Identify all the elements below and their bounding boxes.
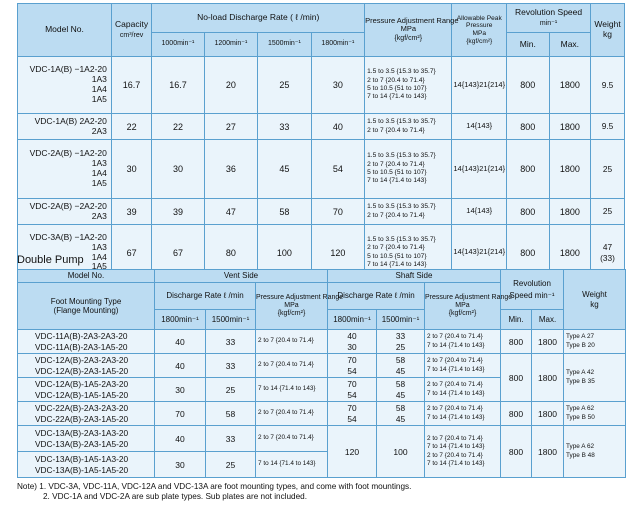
pressure-line: 7 to 14 {71.4 to 143} <box>367 260 427 268</box>
pressure-line: 7 to 14 {71.4 to 143} <box>367 177 427 185</box>
shaft-1500-cell: 100 <box>377 426 425 478</box>
rate-cell: 36 <box>204 140 257 199</box>
header-shaft-1500: 1500min⁻¹ <box>377 310 425 330</box>
pressure-line: 2 to 7 {20.4 to 71.4} <box>367 160 425 168</box>
vent-pressure-cell: 2 to 7 {20.4 to 71.4} <box>256 354 328 378</box>
header-shaft-pressure: Pressure Adjustment Range MPa {kgf/cm²} <box>425 283 501 330</box>
model-line: VDC-1A(B) 2A2-20 <box>34 115 107 126</box>
model-line: VDC-11A(B)-2A3-2A3-20 <box>35 331 128 342</box>
weight-line: 47 <box>602 242 613 253</box>
shaft-1500-line: 45 <box>395 413 406 424</box>
weight-cell <box>564 402 626 426</box>
weight-line: Type A 27 <box>566 332 595 340</box>
weight-cell <box>564 426 626 478</box>
max-speed-cell: 1800 <box>549 225 591 281</box>
pressure-line: 1.5 to 3.5 {15.3 to 35.7} <box>367 118 436 126</box>
rate-cell: 22 <box>152 114 204 140</box>
vent-1800-cell: 40 <box>155 330 206 354</box>
rate-cell: 25 <box>258 57 311 114</box>
table-row <box>18 57 625 114</box>
shaft-1800-line: 54 <box>347 365 357 376</box>
shaft-pressure-line: 7 to 14 {71.4 to 143} <box>427 413 485 421</box>
shaft-pressure-line: 7 to 14 {71.4 to 143} <box>427 341 485 349</box>
vent-1800-cell: 30 <box>155 378 206 402</box>
pressure-range-cell <box>365 114 452 140</box>
model-line: 1A3 <box>91 241 107 252</box>
model-line: VDC-11A(B)-2A3-1A5-20 <box>35 341 128 352</box>
model-cell <box>18 114 112 140</box>
min-speed-cell: 800 <box>507 114 550 140</box>
shaft-1500-line: 58 <box>395 355 406 366</box>
header-shaft-side: Shaft Side <box>328 270 501 283</box>
model-cell <box>18 330 155 354</box>
model-line: VDC-2A(B) −1A2-20 <box>29 148 107 159</box>
model-line: 1A5 <box>91 93 107 104</box>
vent-1500-cell: 33 <box>206 426 256 452</box>
header-revolution-speed: Revolution Speed min⁻¹ <box>507 4 591 33</box>
shaft-pressure-line: 7 to 14 {71.4 to 143} <box>427 365 485 373</box>
rate-cell: 54 <box>311 140 365 199</box>
header-capacity: Capacity cm³/rev <box>111 4 151 57</box>
peak-line: 21{214} <box>479 163 506 173</box>
model-line: VDC-1A(B) −1A2-20 <box>29 64 107 75</box>
header-speed-1000: 1000min⁻¹ <box>152 33 204 57</box>
header-weight: Weight kg <box>564 270 626 330</box>
weight-cell <box>564 354 626 402</box>
vent-pressure-cell: 7 to 14 {71.4 to 143} <box>256 378 328 402</box>
pressure-range-cell <box>365 140 452 199</box>
pressure-line: 5 to 10.5 {51 to 107} <box>367 85 427 92</box>
header-vent-discharge: Discharge Rate ℓ /min <box>155 283 256 310</box>
pressure-line: 1.5 to 3.5 {15.3 to 35.7} <box>367 235 436 243</box>
table-row <box>18 199 625 225</box>
rate-cell: 16.7 <box>152 57 204 114</box>
shaft-pressure-cell <box>425 354 501 378</box>
model-cell <box>18 452 155 478</box>
shaft-1500-line: 45 <box>395 389 406 400</box>
weight-line: 9.5 <box>601 79 614 90</box>
model-line: VDC-13A(B)-2A3-1A5-20 <box>35 438 129 449</box>
min-speed-cell: 800 <box>501 330 532 354</box>
weight-line: Type B 50 <box>566 413 595 421</box>
header-pressure-range: Pressure Adjustment Range MPa {kgf/cm²} <box>365 4 452 57</box>
model-line: 1A4 <box>91 251 107 262</box>
peak-line: 14{143} <box>453 247 480 257</box>
rate-cell: 20 <box>204 57 257 114</box>
weight-cell <box>591 199 625 225</box>
model-line: VDC-2A(B) −2A2-20 <box>29 200 107 211</box>
weight-line: 25 <box>602 163 613 174</box>
model-line: 1A4 <box>91 168 107 178</box>
weight-cell <box>591 140 625 199</box>
notes <box>17 482 411 502</box>
header-model: Model No. <box>18 4 112 57</box>
shaft-1800-cell: 120 <box>328 426 377 478</box>
min-speed-cell: 800 <box>507 225 550 281</box>
max-speed-cell: 1800 <box>549 140 591 199</box>
weight-cell <box>564 330 626 354</box>
weight-line: Type A 62 <box>566 404 595 412</box>
rate-cell: 45 <box>258 140 311 199</box>
vent-1800-cell: 70 <box>155 402 206 426</box>
max-speed-cell: 1800 <box>532 330 564 354</box>
max-speed-cell: 1800 <box>532 354 564 402</box>
weight-line: Type B 20 <box>566 341 595 349</box>
header-vent-side: Vent Side <box>155 270 328 283</box>
double-pump-table <box>17 269 626 478</box>
pressure-line: 1.5 to 3.5 {15.3 to 35.7} <box>367 152 436 160</box>
shaft-pressure-cell <box>425 378 501 402</box>
rate-cell: 100 <box>258 225 311 281</box>
shaft-pressure-line: 2 to 7 {20.4 to 71.4} <box>427 333 483 341</box>
model-line: VDC-22A(B)-2A3-1A5-20 <box>35 413 129 424</box>
header-max: Max. <box>549 33 591 57</box>
shaft-1500-cell <box>377 378 425 402</box>
shaft-pressure-line: 2 to 7 {20.4 to 71.4} <box>427 405 483 413</box>
pressure-line: 1.5 to 3.5 {15.3 to 35.7} <box>367 203 436 211</box>
shaft-1500-line: 58 <box>395 403 406 414</box>
model-line: VDC-12A(B)-1A5-1A5-20 <box>35 389 129 400</box>
shaft-1800-cell <box>328 378 377 402</box>
min-speed-cell: 800 <box>507 199 550 225</box>
shaft-1800-line: 70 <box>347 355 357 366</box>
model-cell <box>18 140 112 199</box>
vent-1800-cell: 40 <box>155 354 206 378</box>
vent-pressure-cell: 7 to 14 {71.4 to 143} <box>256 452 328 478</box>
min-speed-cell: 800 <box>501 426 532 478</box>
vent-1500-cell: 25 <box>206 378 256 402</box>
model-cell <box>18 57 112 114</box>
header-weight: Weight kg <box>591 4 625 57</box>
table-row <box>18 354 626 378</box>
model-line: 1A5 <box>91 177 107 188</box>
shaft-1800-line: 54 <box>347 413 357 424</box>
capacity-cell: 39 <box>111 199 151 225</box>
model-line: 1A3 <box>91 74 107 85</box>
shaft-1500-line: 45 <box>395 365 406 376</box>
shaft-1800-line: 54 <box>347 389 357 400</box>
note-1: Note) 1. VDC-3A, VDC-11A, VDC-12A and VDC-13A are foot mounting types, and come with foot mountings. <box>17 482 412 491</box>
max-speed-cell: 1800 <box>549 199 591 225</box>
vent-pressure-cell: 2 to 7 {20.4 to 71.4} <box>256 402 328 426</box>
max-speed-cell: 1800 <box>532 402 564 426</box>
max-speed-cell: 1800 <box>532 426 564 478</box>
vent-1500-cell: 33 <box>206 330 256 354</box>
model-line: 2A3 <box>91 210 107 221</box>
rate-cell: 30 <box>152 140 204 199</box>
weight-line: 9.5 <box>601 121 614 132</box>
peak-line: 14{143} <box>466 206 493 216</box>
capacity-cell: 30 <box>111 140 151 199</box>
vent-1800-cell: 40 <box>155 426 206 452</box>
peak-pressure-cell <box>452 57 507 114</box>
single-pump-table <box>17 3 625 281</box>
shaft-1500-cell <box>377 354 425 378</box>
model-cell <box>18 426 155 452</box>
table-row <box>18 140 625 199</box>
min-speed-cell: 800 <box>501 402 532 426</box>
model-cell <box>18 402 155 426</box>
header-shaft-discharge: Discharge Rate ℓ /min <box>328 283 425 310</box>
header-revolution-speed: Revolution Speed min⁻¹ <box>501 270 564 310</box>
vent-1500-cell: 58 <box>206 402 256 426</box>
model-line: VDC-13A(B)-1A5-1A3-20 <box>35 454 129 465</box>
rate-cell: 40 <box>311 114 365 140</box>
shaft-pressure-cell <box>425 330 501 354</box>
pressure-line: 2 to 7 {20.4 to 71.4} <box>367 76 425 84</box>
note-2: 2. VDC-1A and VDC-2A are sub plate types. Sub plates are not included. <box>43 491 307 501</box>
shaft-1500-cell <box>377 402 425 426</box>
model-cell <box>18 378 155 402</box>
shaft-1800-cell <box>328 402 377 426</box>
pressure-range-cell <box>365 57 452 114</box>
shaft-pressure-line: 2 to 7 {20.4 to 71.4} <box>427 451 483 459</box>
rate-cell: 120 <box>311 225 365 281</box>
shaft-1800-line: 70 <box>347 379 357 390</box>
shaft-pressure-line: 2 to 7 {20.4 to 71.4} <box>427 357 483 365</box>
shaft-1800-cell <box>328 354 377 378</box>
shaft-1800-line: 30 <box>347 341 357 352</box>
model-line: VDC-12A(B)-2A3-1A5-20 <box>35 365 129 376</box>
shaft-pressure-line: 7 to 14 {71.4 to 143} <box>427 459 485 467</box>
header-speed-1500: 1500min⁻¹ <box>258 33 311 57</box>
weight-line: Type A 62 <box>566 442 595 450</box>
shaft-1500-line: 33 <box>395 331 406 342</box>
rate-cell: 30 <box>311 57 365 114</box>
pressure-line: 1.5 to 3.5 {15.3 to 35.7} <box>367 68 436 76</box>
header-min: Min. <box>501 310 532 330</box>
weight-line: Type A 42 <box>566 368 595 376</box>
model-line: VDC-12A(B)-2A3-2A3-20 <box>35 355 129 366</box>
shaft-pressure-cell <box>425 426 501 478</box>
peak-pressure-cell <box>452 140 507 199</box>
vent-pressure-cell: 2 to 7 {20.4 to 71.4} <box>256 330 328 354</box>
rate-cell: 70 <box>311 199 365 225</box>
rate-cell: 80 <box>204 225 257 281</box>
shaft-1800-line: 40 <box>347 331 357 342</box>
capacity-cell: 22 <box>111 114 151 140</box>
header-speed-1800: 1800min⁻¹ <box>311 33 365 57</box>
vent-1500-cell: 25 <box>206 452 256 478</box>
peak-pressure-cell <box>452 114 507 140</box>
pressure-line: 7 to 14 {71.4 to 143} <box>367 93 427 101</box>
shaft-1500-cell <box>377 330 425 354</box>
max-speed-cell: 1800 <box>549 57 591 114</box>
pressure-line: 2 to 7 {20.4 to 71.4} <box>367 244 425 252</box>
shaft-1800-cell <box>328 330 377 354</box>
table-row <box>18 114 625 140</box>
model-line: 1A3 <box>91 158 107 169</box>
weight-line: (33) <box>600 252 615 263</box>
min-speed-cell: 800 <box>507 140 550 199</box>
header-peak-pressure: Allowable Peak Pressure MPa {kgf/cm²} <box>452 4 507 57</box>
peak-line: 21{214} <box>479 247 506 257</box>
weight-line: 25 <box>602 206 613 217</box>
rate-cell: 27 <box>204 114 257 140</box>
shaft-1800-line: 70 <box>347 403 357 414</box>
header-vent-1800: 1800min⁻¹ <box>155 310 206 330</box>
model-line: VDC-13A(B)-1A5-1A5-20 <box>35 464 129 475</box>
shaft-pressure-line: 7 to 14 {71.4 to 143} <box>427 389 485 397</box>
rate-cell: 47 <box>204 199 257 225</box>
model-line: 2A3 <box>91 125 107 136</box>
rate-cell: 33 <box>258 114 311 140</box>
model-cell <box>18 354 155 378</box>
shaft-pressure-line: 2 to 7 {20.4 to 71.4} <box>427 381 483 389</box>
header-min: Min. <box>507 33 550 57</box>
header-discharge-rate: No-load Discharge Rate ( ℓ /min) <box>152 4 365 33</box>
shaft-1500-line: 58 <box>395 379 406 390</box>
header-shaft-1800: 1800min⁻¹ <box>328 310 377 330</box>
header-speed-1200: 1200min⁻¹ <box>204 33 257 57</box>
peak-line: 14{143} <box>466 121 493 131</box>
vent-1500-cell: 33 <box>206 354 256 378</box>
pressure-line: 5 to 10.5 {51 to 107} <box>367 169 427 176</box>
table-row <box>18 402 626 426</box>
vent-1800-cell: 30 <box>155 452 206 478</box>
weight-cell <box>591 57 625 114</box>
shaft-pressure-line: 7 to 14 {71.4 to 143} <box>427 443 485 451</box>
header-max: Max. <box>532 310 564 330</box>
peak-pressure-cell <box>452 199 507 225</box>
peak-line: 21{214} <box>479 79 506 89</box>
table-row <box>18 330 626 354</box>
model-line: 1A4 <box>91 84 107 94</box>
header-vent-1500: 1500min⁻¹ <box>206 310 256 330</box>
min-speed-cell: 800 <box>501 354 532 402</box>
weight-line: Type B 35 <box>566 377 595 385</box>
rate-cell: 67 <box>152 225 204 281</box>
shaft-1500-line: 25 <box>395 341 406 352</box>
header-foot-mounting: Foot Mounting Type (Flange Mounting) <box>18 283 155 330</box>
shaft-pressure-cell <box>425 402 501 426</box>
model-line: VDC-22A(B)-2A3-2A3-20 <box>35 403 129 414</box>
model-cell <box>18 199 112 225</box>
weight-cell <box>591 114 625 140</box>
vent-pressure-cell: 2 to 7 {20.4 to 71.4} <box>256 426 328 452</box>
pressure-range-cell <box>365 199 452 225</box>
double-pump-title: Double Pump <box>17 254 84 266</box>
header-vent-pressure: Pressure Adjustment Range MPa {kgf/cm²} <box>256 283 328 330</box>
pressure-line: 5 to 10.5 {51 to 107} <box>367 252 427 260</box>
min-speed-cell: 800 <box>507 57 550 114</box>
table-row <box>18 426 626 452</box>
model-line: VDC-12A(B)-1A5-2A3-20 <box>35 379 129 390</box>
capacity-cell: 16.7 <box>111 57 151 114</box>
peak-line: 14{143} <box>453 163 480 173</box>
weight-line: Type B 48 <box>566 451 595 459</box>
rate-cell: 58 <box>258 199 311 225</box>
model-line: VDC-3A(B) −1A2-20 <box>29 231 107 242</box>
model-line: 1A5 <box>91 261 107 272</box>
pressure-line: 2 to 7 {20.4 to 71.4} <box>367 126 425 134</box>
rate-cell: 39 <box>152 199 204 225</box>
max-speed-cell: 1800 <box>549 114 591 140</box>
shaft-pressure-line: 2 to 7 {20.4 to 71.4} <box>427 434 483 442</box>
peak-line: 14{143} <box>453 79 480 89</box>
capacity-cell: 67 <box>111 225 151 281</box>
model-line: VDC-13A(B)-2A3-1A3-20 <box>35 428 129 439</box>
pressure-line: 2 to 7 {20.4 to 71.4} <box>367 211 425 219</box>
header-model: Model No. <box>18 270 155 283</box>
